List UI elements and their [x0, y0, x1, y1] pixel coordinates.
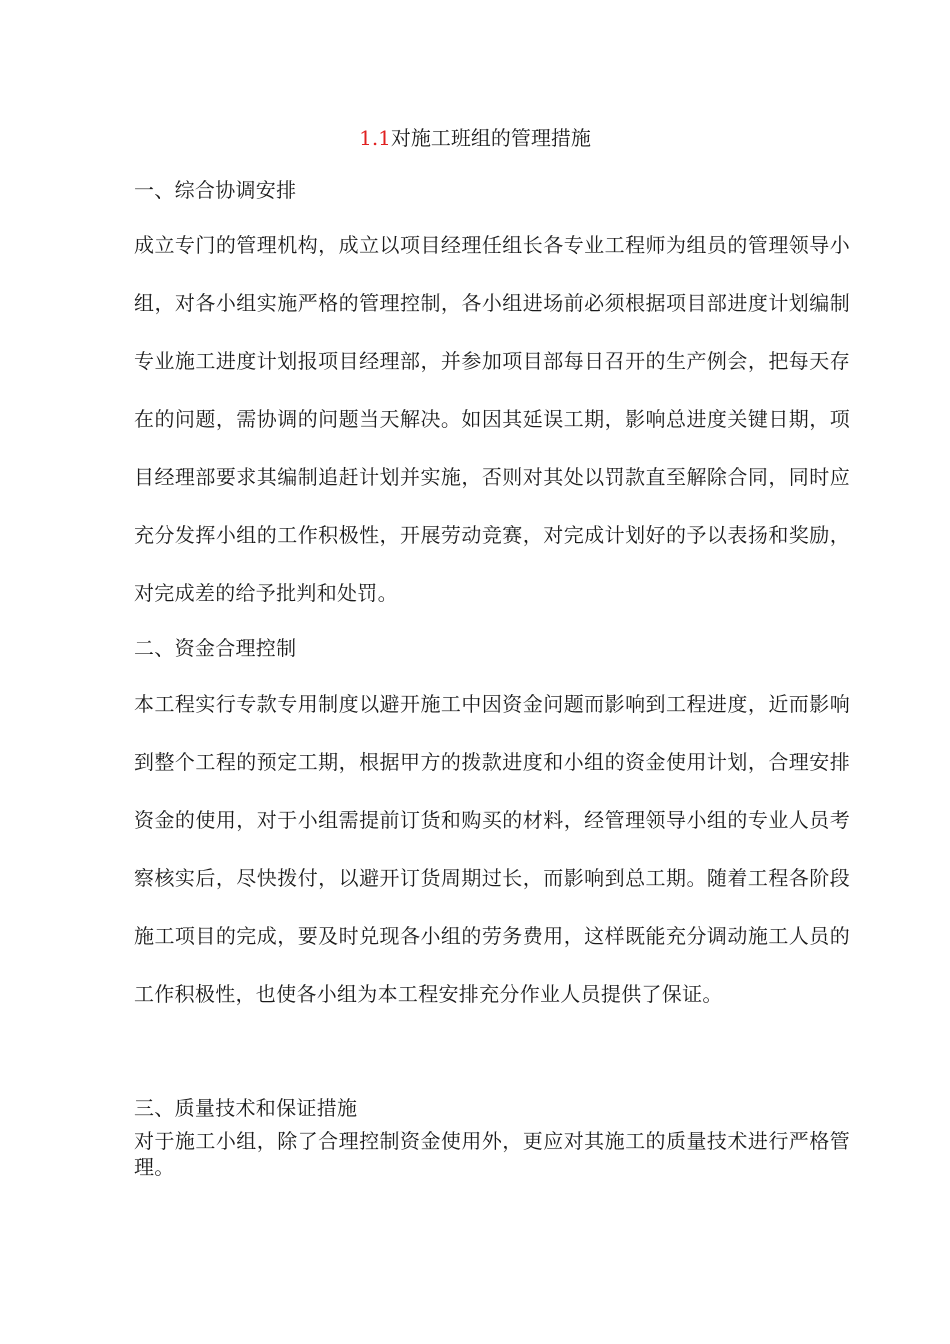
section-heading-3: 三、质量技术和保证措施 [134, 1096, 358, 1120]
document-title [0, 124, 950, 152]
title-number: 1.1 [359, 126, 391, 150]
section-body-2: 本工程实行专款专用制度以避开施工中因资金问题而影响到工程进度，近而影响到整个工程的预定工期，根据甲方的拨款进度和小组的资金使用计划，合理安排资金的使用，对于小组需提前订货和购买的材料，经管理领导小组的专业人员考察核实后，尽快拨付，以避开订货周期过长，而影响到总工期。随着工程各阶段施工项目的完成，要及时兑现各小组的劳务费用，这样既能充分调动施工人员的工作积极性，也使各小组为本工程安排充分作业人员提供了保证。 [134, 692, 850, 1006]
section-body-1: 成立专门的管理机构，成立以项目经理任组长各专业工程师为组员的管理领导小组，对各小组实施严格的管理控制，各小组进场前必须根据项目部进度计划编制专业施工进度计划报项目经理部，并参加项目部每日召开的生产例会，把每天存在的问题，需协调的问题当天解决。如因其延误工期，影响总进度关键日期，项目经理部要求其编制追赶计划并实施，否则对其处以罚款直至解除合同，同时应充分发挥小组的工作积极性，开展劳动竞赛，对完成计划好的予以表扬和奖励，对完成差的给予批判和处罚。 [134, 233, 850, 605]
section-heading-1: 一、综合协调安排 [134, 178, 297, 202]
title-text: 对施工班组的管理措施 [390, 126, 591, 150]
section-heading-2: 二、资金合理控制 [134, 636, 297, 660]
section-body-3: 对于施工小组，除了合理控制资金使用外，更应对其施工的质量技术进行严格管理。 [134, 1129, 850, 1179]
